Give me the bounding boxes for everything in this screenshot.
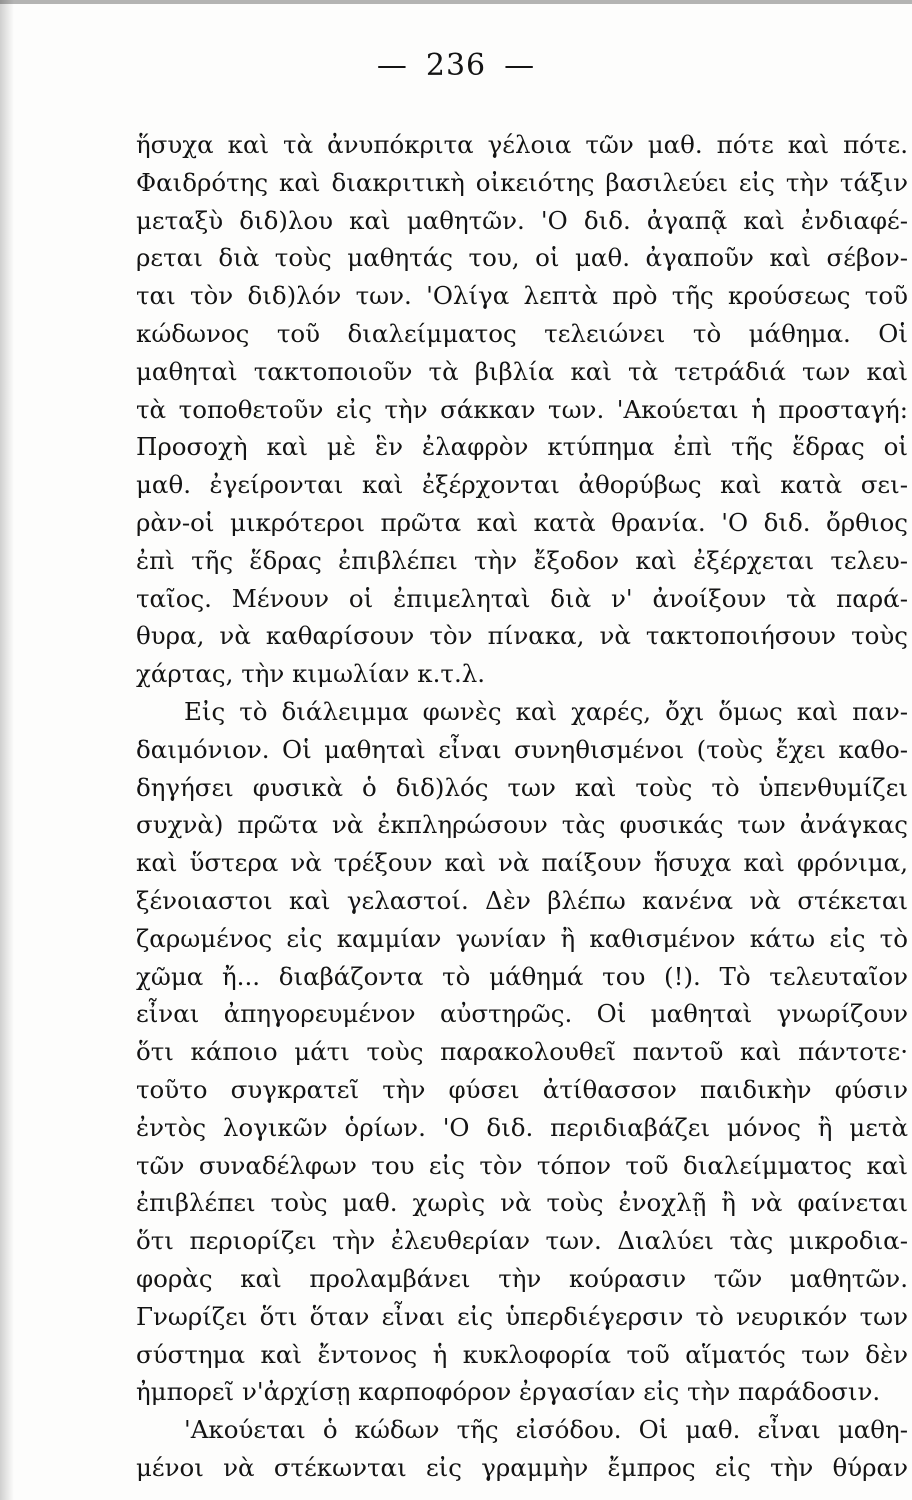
text-line: ἐπὶ τῆς ἕδρας ἐπιβλέπει τὴν ἔξοδον καὶ ἐξέρχεται τελευ- [136, 545, 908, 575]
text-line: ξένοιαστοι καὶ γελαστοί. Δὲν βλέπω κανένα νὰ στέκεται [136, 885, 908, 915]
text-line: ζαρωμένος εἰς καμμίαν γωνίαν ἢ καθισμένον κάτω εἰς τὸ [136, 923, 908, 953]
text-line: τῶν συναδέλφων του εἰς τὸν τόπον τοῦ διαλείμματος καὶ [136, 1150, 908, 1180]
text-line: ὅτι κάποιο μάτι τοὺς παρακολουθεῖ παντοῦ καὶ πάντοτε· [136, 1037, 908, 1067]
text-line: τὰ τοποθετοῦν εἰς τὴν σάκκαν των. 'Ακούεται ἡ προσταγή: [136, 394, 908, 424]
body-text [136, 126, 908, 1487]
text-line: εἶναι ἀπηγορευμένον αὐστηρῶς. Οἱ μαθηταὶ γνωρίζουν [136, 999, 908, 1029]
text-line: καὶ ὕστερα νὰ τρέξουν καὶ νὰ παίξουν ἥσυχα καὶ φρόνιμα, [136, 848, 908, 878]
text-line: ἥσυχα καὶ τὰ ἀνυπόκριτα γέλοια τῶν μαθ. πότε καὶ πότε. [136, 130, 908, 159]
text-line: δηγήσει φυσικὰ ὁ διδ)λός των καὶ τοὺς τὸ ὑπενθυμίζει [136, 772, 908, 802]
text-line: ται τὸν διδ)λόν των. 'Ολίγα λεπτὰ πρὸ τῆς κρούσεως τοῦ [136, 281, 908, 311]
text-line: μαθ. ἐγείρονται καὶ ἐξέρχονται ἀθορύβως καὶ κατὰ σει- [136, 470, 908, 500]
text-line-paragraph-end: ἠμπορεῖ ν'ἀρχίσῃ καρποφόρον ἐργασίαν εἰς τὴν παράδοσιν. [136, 1377, 881, 1407]
text-line: θυρα, νὰ καθαρίσουν τὸν πίνακα, νὰ τακτοποιήσουν τοὺς [136, 621, 908, 651]
text-line-paragraph-end: χάρτας, τὴν κιμωλίαν κ.τ.λ. [136, 659, 486, 689]
text-line: συχνὰ) πρῶτα νὰ ἐκπληρώσουν τὰς φυσικάς των ἀνάγκας [136, 810, 908, 840]
text-line: ἐπιβλέπει τοὺς μαθ. χωρὶς νὰ τοὺς ἐνοχλῇ ἢ νὰ φαίνεται [136, 1188, 908, 1218]
text-line: Γνωρίζει ὅτι ὅταν εἶναι εἰς ὑπερδιέγερσιν τὸ νευρικόν των [136, 1301, 908, 1331]
text-line: ἐντὸς λογικῶν ὁρίων. 'Ο διδ. περιδιαβάζει μόνος ἢ μετὰ [136, 1112, 908, 1142]
text-line: Φαιδρότης καὶ διακριτικὴ οἰκειότης βασιλεύει εἰς τὴν τάξιν [136, 167, 908, 197]
text-line: ρεται διὰ τοὺς μαθητάς του, οἱ μαθ. ἀγαποῦν καὶ σέβον- [136, 243, 908, 273]
text-line: τοῦτο συγκρατεῖ τὴν φύσει ἀτίθασσον παιδικὴν φύσιν [136, 1074, 908, 1104]
text-line: κώδωνος τοῦ διαλείμματος τελειώνει τὸ μάθημα. Οἱ [136, 318, 908, 348]
page-number [0, 48, 912, 83]
text-line: Προσοχὴ καὶ μὲ ἓν ἐλαφρὸν κτύπημα ἐπὶ τῆς ἕδρας οἱ [136, 432, 908, 462]
page-number-value: 236 [425, 48, 487, 83]
text-line-paragraph-start: Εἰς τὸ διάλειμμα φωνὲς καὶ χαρές, ὄχι ὅμως καὶ παν- [184, 696, 908, 726]
text-line: μεταξὺ διδ)λου καὶ μαθητῶν. 'Ο διδ. ἀγαπᾷ καὶ ἐνδιαφέ- [136, 205, 908, 235]
scan-top-edge [0, 0, 912, 4]
text-line: δαιμόνιον. Οἱ μαθηταὶ εἶναι συνηθισμένοι (τοὺς ἔχει καθο- [136, 734, 908, 764]
text-line: μαθηταὶ τακτοποιοῦν τὰ βιβλία καὶ τὰ τετράδιά των καὶ [136, 356, 908, 386]
binding-shadow [0, 0, 14, 1500]
text-line: ρὰν-οἱ μικρότεροι πρῶτα καὶ κατὰ θρανία. 'Ο διδ. ὄρθιος [136, 507, 908, 537]
page-number-dash-right: — [504, 48, 536, 83]
page-number-dash-left: — [376, 48, 408, 83]
text-line: ὅτι περιορίζει τὴν ἐλευθερίαν των. Διαλύει τὰς μικροδια- [136, 1226, 908, 1256]
text-line: φορὰς καὶ προλαμβάνει τὴν κούρασιν τῶν μαθητῶν. [136, 1263, 908, 1293]
text-line: ταῖος. Μένουν οἱ ἐπιμεληταὶ διὰ ν' ἀνοίξουν τὰ παρά- [136, 583, 908, 613]
text-line: μένοι νὰ στέκωνται εἰς γραμμὴν ἔμπρος εἰς τὴν θύραν [136, 1452, 908, 1482]
text-line-paragraph-start: 'Ακούεται ὁ κώδων τῆς εἰσόδου. Οἱ μαθ. εἶναι μαθη- [184, 1415, 908, 1445]
text-line: χῶμα ἤ... διαβάζοντα τὸ μάθημά του (!). Τὸ τελευταῖον [136, 961, 908, 991]
text-line: σύστημα καὶ ἔντονος ἡ κυκλοφορία τοῦ αἵματός των δὲν [136, 1339, 908, 1369]
